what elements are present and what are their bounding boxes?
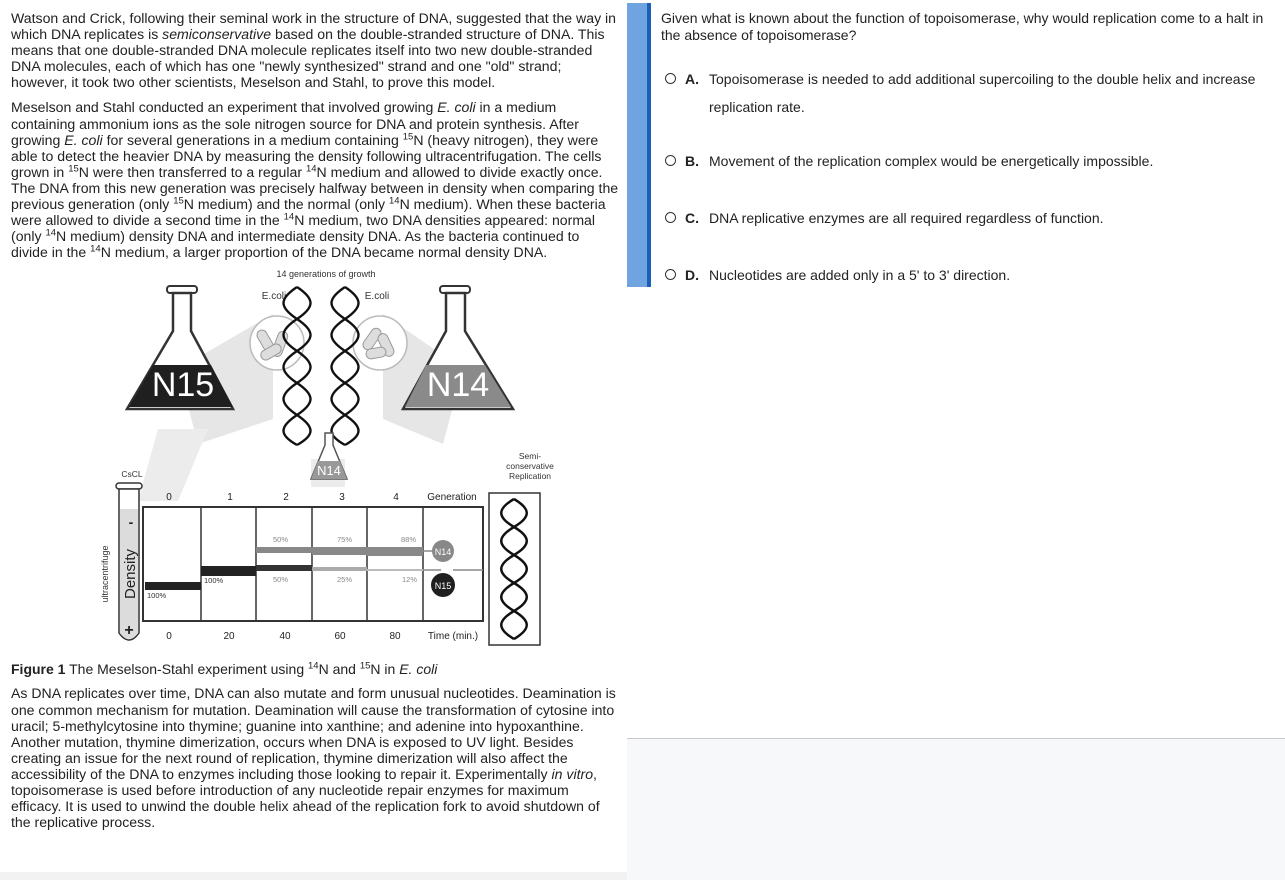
emphasis-ecoli: E. coli — [64, 131, 103, 148]
time-80: 80 — [389, 631, 401, 643]
superscript: 14 — [305, 163, 317, 175]
small-flask-n14 — [311, 433, 347, 479]
radio-button-c[interactable] — [665, 212, 676, 223]
generation-3: 3 — [339, 492, 345, 504]
semiconservative-label-line2: conservative — [506, 461, 554, 472]
question-panel — [661, 10, 1276, 289]
superscript: 14 — [308, 660, 319, 672]
option-letter-c: C. — [685, 210, 699, 226]
superscript: 14 — [389, 195, 400, 207]
answer-option-a[interactable] — [661, 65, 1276, 121]
pct-gen2-upper: 50% — [273, 535, 289, 545]
pct-gen3-lower: 25% — [337, 575, 353, 585]
option-letter-a: A. — [685, 71, 699, 87]
small-flask-label: N14 — [317, 463, 341, 479]
flask-n15-label: N15 — [151, 366, 215, 405]
band-gen4-heavy — [367, 569, 423, 571]
text-span: N were then transferred to a regular — [78, 163, 306, 180]
text-span: in a medium containing ammonium ions as the sole nitrogen source for DNA and protein synthesis. After growing — [11, 99, 579, 148]
superscript: 15 — [402, 130, 414, 142]
generation-0: 0 — [166, 492, 172, 504]
pct-gen0: 100% — [147, 591, 167, 601]
flask-n14-label: N14 — [426, 366, 490, 405]
text-span: N medium) and the normal (only — [183, 196, 389, 213]
radio-button-d[interactable] — [665, 269, 676, 280]
text-span: N (heavy nitrogen), they were able to detect the heavier DNA by measuring the density following ultracentrifugation. The cells grown in — [11, 131, 602, 180]
cscl-label: CsCL — [121, 469, 143, 480]
generation-axis-label: Generation — [427, 492, 477, 504]
generation-4: 4 — [393, 492, 399, 504]
semiconservative-box — [489, 493, 540, 645]
semiconservative-label-line1: Semi- — [518, 451, 542, 462]
band-gen3-heavy — [312, 567, 367, 571]
bacteria-dish-right — [353, 316, 407, 370]
text-span: N medium) density DNA and intermediate density DNA. As the bacteria continued to divide in the — [11, 228, 580, 261]
radio-button-a[interactable] — [665, 73, 676, 84]
minus-sign: - — [128, 514, 134, 531]
option-text-d: Nucleotides are added only in a 5' to 3' direction. — [709, 267, 1011, 283]
time-0: 0 — [166, 631, 172, 643]
pct-gen1: 100% — [204, 576, 224, 586]
generation-1: 1 — [227, 492, 233, 504]
density-grid — [143, 507, 483, 621]
text-span: based on the double-stranded structure of DNA. This means that one double-stranded DNA molecule replicates itself into two new double-stranded DNA molecules, each of which has one "newly synthesized" strand and one "old" strand; however, it took two other scientists, Meselson and Stahl, to prove this model. — [11, 26, 605, 91]
option-text-b: Movement of the replication complex would be energetically impossible. — [709, 153, 1154, 169]
time-60: 60 — [334, 631, 346, 643]
meselson-stahl-figure — [83, 269, 643, 661]
text-span: for several generations in a medium containing — [102, 131, 403, 148]
time-20: 20 — [223, 631, 235, 643]
text-span: As DNA replicates over time, DNA can also mutate and form unusual nucleotides. Deamination is one common mechanism for mutation. Deamination will cause the transformation of cytosine into uracil; 5-methylcytosine into thymine; guanine into xanthine; and adenine into hypoxanthine. Another mutation, thymine dimerization, occurs when DNA is exposed to UV light. Besides creating an issue for the next round of replication, thymine dimerization will also affect the accessibility of the DNA to enzymes including those looking to repair it. Experimentally — [11, 685, 616, 782]
panel-divider-edge — [647, 3, 651, 287]
emphasis-semiconservative: semiconservative — [162, 26, 272, 43]
superscript: 15 — [359, 660, 371, 672]
time-axis-label: Time (min.) — [427, 631, 479, 643]
option-letter-d: D. — [685, 267, 699, 283]
pct-gen4-upper: 88% — [401, 535, 417, 545]
panel-divider[interactable] — [627, 3, 651, 287]
superscript: 14 — [283, 211, 295, 223]
option-letter-b: B. — [685, 153, 699, 169]
pct-gen3-upper: 75% — [337, 535, 353, 545]
pct-gen4-lower: 12% — [402, 575, 418, 585]
band-gen1 — [201, 566, 256, 576]
time-40: 40 — [279, 631, 291, 643]
density-axis-label: Density — [122, 549, 139, 600]
generation-2: 2 — [283, 492, 289, 504]
answer-option-d[interactable] — [661, 261, 1276, 289]
band-gen2-light — [256, 547, 312, 553]
text-span: Meselson and Stahl conducted an experiment that involved growing — [11, 99, 438, 116]
n14-badge-label: N14 — [434, 547, 452, 558]
text-span: N medium, two DNA densities appeared: normal (only — [11, 212, 596, 245]
text-span: The Meselson-Stahl experiment using — [65, 661, 309, 678]
bacteria-dish-left — [250, 316, 304, 370]
band-gen2-heavy — [256, 565, 312, 571]
emphasis-ecoli: E. coli — [399, 661, 438, 678]
right-lower-area — [627, 738, 1285, 880]
pct-gen2-lower: 50% — [273, 575, 289, 585]
text-span: , topoisomerase is used before introduction of any nucleotide repair enzymes for maximum efficacy. It is used to unwind the double helix ahead of the replication fork to avoid shutdown of the replicative process. — [11, 765, 600, 831]
passage-paragraph-3 — [11, 685, 619, 830]
superscript: 14 — [45, 227, 57, 239]
superscript: 15 — [173, 195, 184, 207]
option-text-a: Topoisomerase is needed to add additional supercoiling to the double helix and increase replication rate. — [709, 71, 1256, 115]
bottom-strip — [0, 872, 627, 880]
n15-badge-label: N15 — [434, 581, 452, 592]
emphasis-in-vitro: in vitro — [551, 765, 594, 782]
question-stem: Given what is known about the function of topoisomerase, why would replication come to a halt in the absence of topoisomerase? — [661, 10, 1264, 43]
band-gen3-light — [312, 547, 367, 555]
figure-caption — [11, 661, 619, 677]
ultracentrifuge-label: ultracentrifuge — [100, 545, 110, 603]
passage-paragraph-2 — [11, 99, 619, 260]
caption-figure-number: Figure 1 — [11, 661, 66, 678]
passage-paragraph-1 — [11, 10, 619, 90]
ecoli-left-label: E.coli — [261, 291, 287, 303]
generation-header — [166, 492, 477, 503]
text-span: N medium). When these bacteria were allowed to divide a second time in the — [11, 196, 606, 229]
text-span: N medium, a larger proportion of the DNA became normal density DNA. — [100, 244, 548, 261]
plus-sign: + — [124, 622, 134, 640]
figure-diagram — [83, 269, 643, 661]
text-span: N medium and allowed to divide exactly once. The DNA from this new generation was precisely halfway between in density when comparing the previous generation (only — [11, 163, 619, 213]
option-text-c: DNA replicative enzymes are all required regardless of function. — [709, 210, 1104, 226]
answer-option-b[interactable] — [661, 147, 1276, 175]
generations-of-growth-label: 14 generations of growth — [276, 269, 376, 280]
band-gen4-light — [367, 547, 423, 556]
passage-panel — [0, 0, 627, 872]
superscript: 15 — [68, 163, 79, 175]
band-gen0 — [145, 582, 201, 590]
ecoli-right-label: E.coli — [364, 291, 390, 303]
superscript: 14 — [90, 243, 101, 255]
emphasis-ecoli: E. coli — [437, 99, 476, 116]
text-span: N in — [370, 661, 400, 678]
answer-option-c[interactable] — [661, 204, 1276, 232]
text-span: N and — [318, 661, 360, 678]
time-axis — [166, 631, 478, 642]
dna-helix-right — [332, 287, 359, 445]
semiconservative-label-line3: Replication — [508, 471, 552, 482]
text-span: Watson and Crick, following their seminal work in the structure of DNA, suggested that the way in which DNA replicates is — [11, 10, 616, 43]
radio-button-b[interactable] — [665, 155, 676, 166]
